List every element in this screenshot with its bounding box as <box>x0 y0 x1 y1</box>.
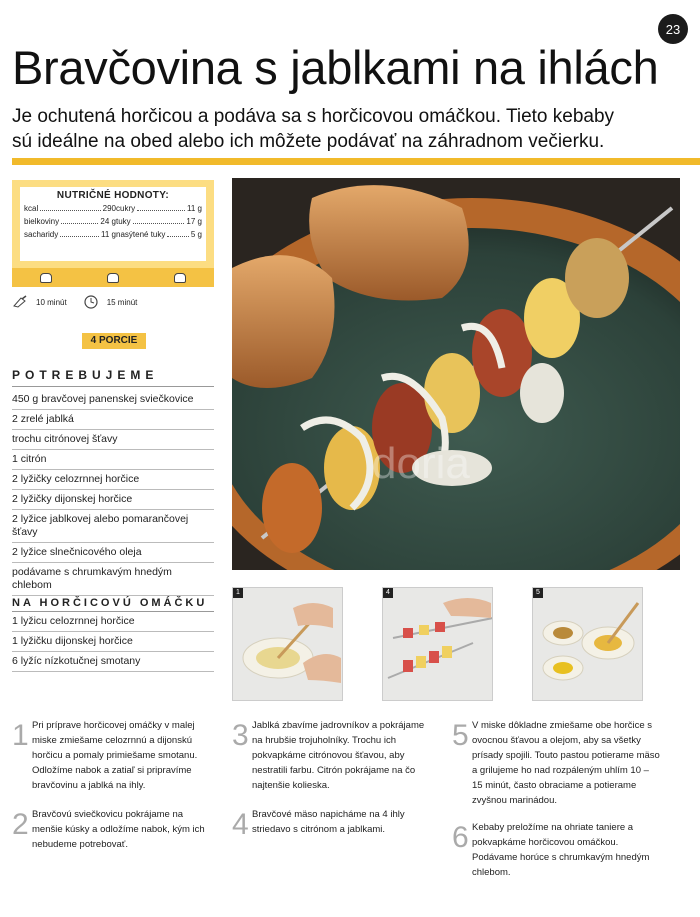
step-photo-number: 4 <box>383 588 393 598</box>
step-text: Kebaby preložíme na ohriate taniere a pokvapkáme horčicovou omáčkou. Podávame horúce s chrumkavým hnedým chlebom. <box>472 822 650 878</box>
ingredient-item: 1 lyžicu celozrnnej horčice <box>12 612 214 632</box>
prep-time: 10 minút <box>36 297 67 307</box>
nutrition-grid <box>24 204 202 239</box>
chef-hat-icon <box>40 273 52 283</box>
hero-photo <box>232 178 680 570</box>
ingredient-item: 2 lyžice jablkovej alebo pomarančovej šťavy <box>12 510 214 543</box>
ingredient-item: 1 citrón <box>12 450 214 470</box>
ingredient-item: 2 lyžice slnečnicového oleja <box>12 543 214 563</box>
kebab-plate-image <box>232 178 680 570</box>
ingredients-list <box>12 390 214 596</box>
ingredients-rule <box>12 386 214 387</box>
ingredient-item: 1 lyžičku dijonskej horčice <box>12 632 214 652</box>
mustard-bowls-image <box>533 588 643 701</box>
step-text: Pri príprave horčicovej omáčky v malej miske zmiešame celozrnnú a dijonskú horčicu a pomaly primiešame smotanu. Odložíme nabok a zatiaľ si pripravíme bravčovinu a jablká na ihly. <box>32 720 198 791</box>
ingredient-item: trochu citrónovej šťavy <box>12 430 214 450</box>
nutrition-item: tuky 17 g <box>116 217 202 226</box>
nutrition-item: nasýtené tuky 5 g <box>116 230 202 239</box>
clock-icon <box>83 295 99 309</box>
mixing-bowl-image <box>233 588 343 701</box>
header-rule <box>12 158 700 165</box>
step-text: Jablká zbavíme jadrovníkov a pokrájame na hrubšie trojuholníky. Trochu ich pokvapkáme citrónovou šťavou, aby nestratili farbu. Citrón pokrájame na čo najtenšie kolieska. <box>252 720 425 791</box>
step-text: V miske dôkladne zmiešame obe horčice s ovocnou šťavou a olejom, aby sa všetky prísady spojili. Touto pastou potierame mäso a grilujeme ho nad rozpáleným uhlím 10 – 15 minút, často obraciame a potierame zvyšnou marinádou. <box>472 720 660 806</box>
sauce-heading: NA HORČICOVÚ OMÁČKU <box>12 597 208 609</box>
nutrition-item: kcal 290 <box>24 204 116 213</box>
cook-time: 15 minút <box>106 297 138 307</box>
step-5 <box>452 718 692 808</box>
portions-badge: 4 PORCIE <box>82 333 146 349</box>
skewers-image <box>383 588 493 701</box>
step-3 <box>232 718 432 793</box>
step-1 <box>12 718 207 793</box>
step-photo-4 <box>382 587 493 701</box>
ingredient-item: 6 lyžíc nízkotučnej smotany <box>12 652 214 672</box>
step-photo-number: 5 <box>533 588 543 598</box>
step-4 <box>232 807 432 840</box>
sauce-list <box>12 611 214 672</box>
chef-hat-icon <box>107 273 119 283</box>
step-number: 6 <box>452 821 469 854</box>
ingredient-item: 2 lyžičky celozrnnej horčice <box>12 470 214 490</box>
nutrition-item: bielkoviny 24 g <box>24 217 116 226</box>
nutrition-item: cukry 11 g <box>116 204 202 213</box>
step-photo-number: 1 <box>233 588 243 598</box>
chef-hat-icon <box>174 273 186 283</box>
ingredient-item: 450 g bravčovej panenskej sviečkovice <box>12 390 214 410</box>
step-number: 4 <box>232 808 249 841</box>
ingredient-item: 2 lyžičky dijonskej horčice <box>12 490 214 510</box>
step-number: 2 <box>12 808 29 841</box>
step-number: 3 <box>232 719 249 752</box>
recipe-title: Bravčovina s jablkami na ihlách <box>12 41 659 94</box>
difficulty-row <box>12 268 214 287</box>
cook-group <box>83 295 138 309</box>
prep-knife-icon <box>12 295 28 309</box>
watermark: doria <box>372 439 470 488</box>
time-row <box>12 292 214 312</box>
nutrition-box <box>12 180 214 268</box>
nutrition-panel <box>20 187 206 261</box>
nutrition-title: NUTRIČNÉ HODNOTY: <box>56 190 170 201</box>
recipe-subtitle: Je ochutená horčicou a podáva sa s horčicovou omáčkou. Tieto kebaby sú ideálne na obed alebo ich môžete podávať na záhradnom večierku. <box>12 106 615 152</box>
step-text: Bravčové mäso napicháme na 4 ihly striedavo s citrónom a jablkami. <box>252 809 405 835</box>
page-number: 23 <box>658 14 688 44</box>
ingredients-heading: POTREBUJEME <box>12 368 159 382</box>
step-text: Bravčovú sviečkovicu pokrájame na menšie kúsky a odložíme nabok, kým ich nebudeme potrebovať. <box>32 809 205 850</box>
step-photo-1 <box>232 587 343 701</box>
step-number: 1 <box>12 719 29 752</box>
ingredient-item: podávame s chrumkavým hnedým chlebom <box>12 563 214 596</box>
step-photo-5 <box>532 587 643 701</box>
nutrition-item: sacharidy 11 g <box>24 230 116 239</box>
step-number: 5 <box>452 719 469 752</box>
step-2 <box>12 807 207 852</box>
step-6 <box>452 820 692 880</box>
ingredient-item: 2 zrelé jablká <box>12 410 214 430</box>
